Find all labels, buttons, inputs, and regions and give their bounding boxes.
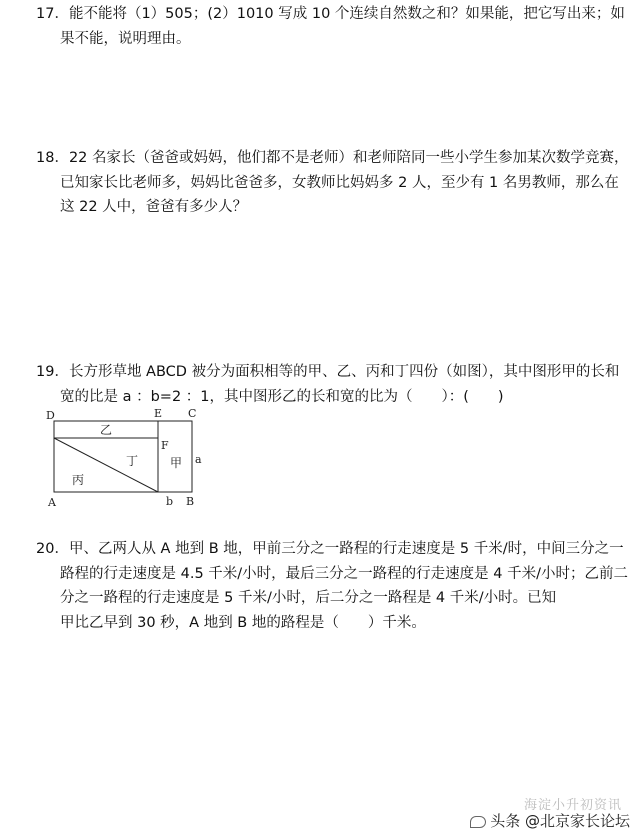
label-jia: 甲 [170,456,183,470]
label-A: A [48,496,56,509]
label-a: a [195,453,202,466]
rectangle-figure [40,405,220,510]
question-19 [36,360,620,409]
question-18-line-1: 18．22 名家长（爸爸或妈妈，他们都不是老师）和老师陪同一些小学生参加某次数学竞赛， [36,150,629,166]
watermark-text: 头条 @北京家长论坛 [490,812,630,830]
question-18-line-3: 这 22 人中，爸爸有多少人？ [60,199,248,215]
watermark-subtitle: 海淀小升初资讯 [523,798,622,813]
label-C: C [188,407,197,420]
question-18 [36,146,629,220]
question-20-line-3: 分之一路程的行走速度是 5 千米/小时，后二分之一路程是 4 千米/小时。已知 [60,590,557,606]
label-F: F [161,439,169,452]
question-18-line-2: 已知家长比老师多，妈妈比爸爸多，女教师比妈妈多 2 人，至少有 1 名男教师，那么在 [60,174,619,191]
question-20-line-4: 甲比乙早到 30 秒，A 地到 B 地的路程是（ ）千米。 [60,614,426,631]
label-bing: 丙 [72,473,85,487]
question-19-line-2: 宽的比是 a ：b=2 ：1，其中图形乙的长和宽的比为（ ）：( ) [60,388,504,405]
question-20 [36,537,628,635]
label-E: E [154,407,163,420]
label-yi: 乙 [100,423,113,437]
question-17-line-1: 17．能不能将（1）505；(2）1010 写成 10 个连续自然数之和？如果能，把它写出来；如 [36,6,625,22]
question-20-line-2: 路程的行走速度是 4.5 千米/小时，最后三分之一路程的行走速度是 4 千米/小时；乙前二 [60,565,628,582]
watermark [470,810,630,831]
chat-bubble-icon [470,816,486,828]
label-B: B [186,495,195,508]
label-ding: 丁 [126,454,139,468]
question-20-line-1: 20．甲、乙两人从 A 地到 B 地，甲前三分之一路程的行走速度是 5 千米/时，中间三分之一 [36,541,624,557]
question-17-line-2: 果不能，说明理由。 [60,30,191,47]
question-19-line-1: 19．长方形草地 ABCD 被分为面积相等的甲、乙、丙和丁四份（如图），其中图形甲的长和 [36,364,620,380]
question-17 [36,2,625,51]
line-diagonal [54,438,158,492]
label-D: D [46,409,55,422]
label-b: b [166,495,174,508]
